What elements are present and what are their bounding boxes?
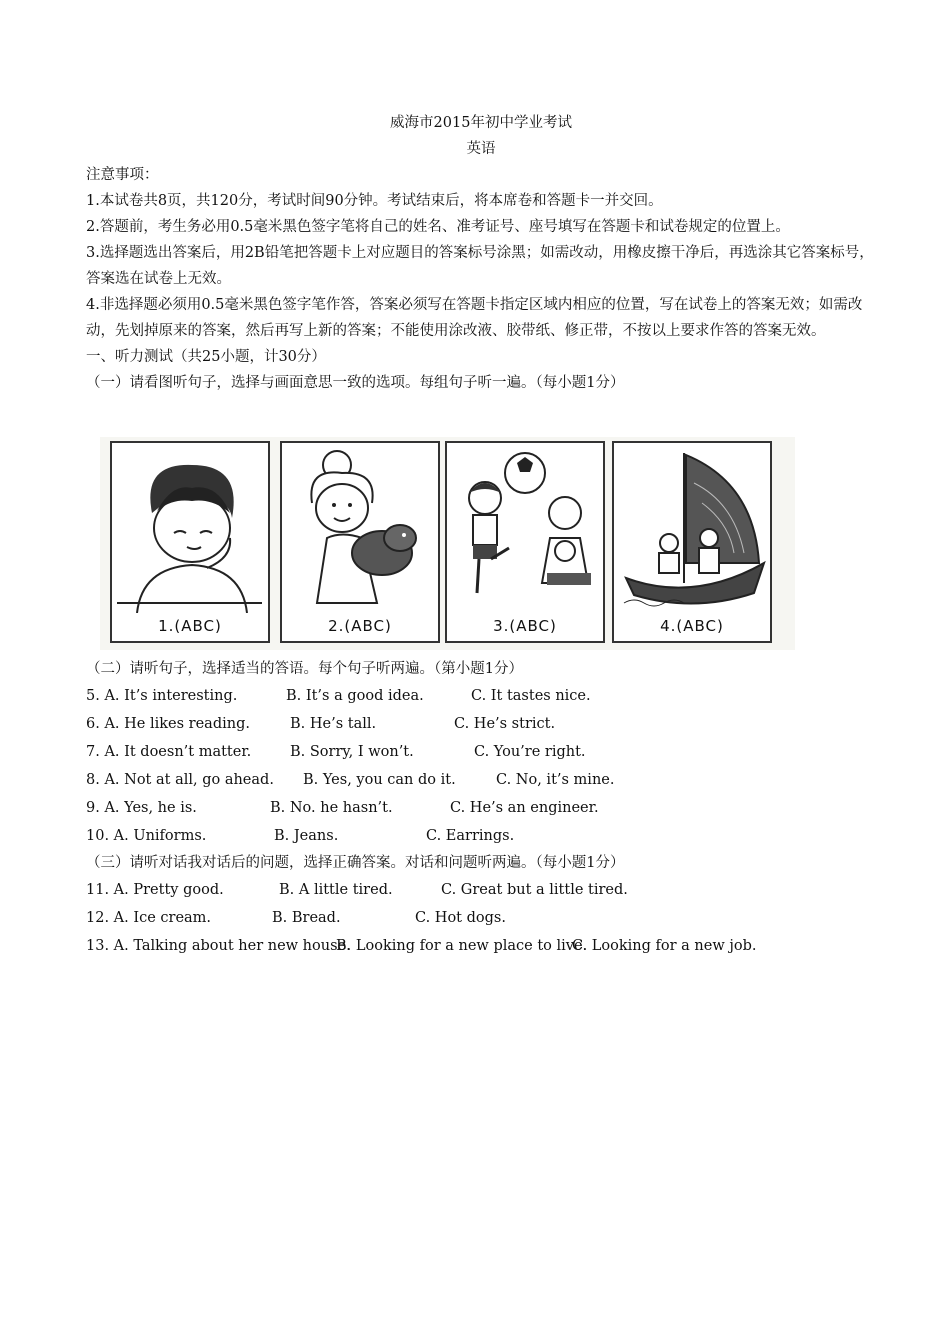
question-row: [86, 682, 876, 710]
question-row: [86, 822, 876, 850]
picture-strip: [100, 437, 795, 650]
option-c: C. It tastes nice.: [471, 688, 591, 704]
option-c: C. Hot dogs.: [415, 910, 506, 926]
option-c: C. He’s an engineer.: [450, 800, 599, 816]
exam-questions: [86, 656, 876, 960]
picture-panel-1: [110, 441, 270, 643]
picture-label: 2.(ABC): [328, 617, 392, 635]
option-a: 12. A. Ice cream.: [86, 910, 212, 926]
option-c: C. Great but a little tired.: [441, 882, 628, 898]
picture-label: 1.(ABC): [158, 617, 222, 635]
picture-label: 3.(ABC): [493, 617, 557, 635]
girl-with-dog-icon: [282, 443, 438, 613]
question-row: [86, 932, 876, 960]
option-a: 13. A. Talking about her new house.: [86, 938, 351, 954]
question-row: [86, 738, 876, 766]
note-item: 2.答题前，考生务必用0.5毫米黑色签字笔将自己的姓名、准考证号、座号填写在答题卡和试卷规定的位置上。: [86, 219, 790, 235]
note-item: 1.本试卷共8页，共120分，考试时间90分钟。考试结束后，将本席卷和答题卡一并交回。: [86, 193, 663, 209]
option-b: B. No. he hasn’t.: [270, 800, 393, 816]
thinking-boy-icon: [112, 443, 268, 613]
option-b: B. Jeans.: [274, 828, 339, 844]
note-item: 3.选择题选出答案后，用2B铅笔把答题卡上对应题目的答案标号涂黑；如需改动，用橡皮擦干净后，再选涂其它答案标号，答案选在试卷上无效。: [86, 245, 874, 287]
picture-panel-2: [280, 441, 440, 643]
option-b: B. Yes, you can do it.: [303, 772, 456, 788]
note-item: 4.非选择题必须用0.5毫米黑色签字笔作答，答案必须写在答题卡指定区域内相应的位置，写在试卷上的答案无效；如需改动，先划掉原来的答案，然后再写上新的答案；不能使用涂改液、胶带纸、修正带，不按以上要求作答的答案无效。: [86, 297, 863, 339]
picture-panel-4: [612, 441, 772, 643]
sailboat-icon: [614, 443, 770, 613]
picture-panel-3: [445, 441, 605, 643]
option-b: B. He’s tall.: [290, 716, 377, 732]
part3-instruction: （三）请听对话我对话后的问题，选择正确答案。对话和问题听两遍。（每小题1分）: [86, 855, 625, 871]
option-b: B. It’s a good idea.: [286, 688, 424, 704]
part2-instruction: （二）请听句子，选择适当的答语。每个句子听两遍。（第小题1分）: [86, 661, 523, 677]
option-a: 11. A. Pretty good.: [86, 882, 224, 898]
kids-with-balls-icon: [447, 443, 603, 613]
question-row: [86, 766, 876, 794]
option-a: 10. A. Uniforms.: [86, 828, 207, 844]
option-a: 5. A. It’s interesting.: [86, 688, 238, 704]
question-row: [86, 904, 876, 932]
exam-subject: 英语: [466, 141, 496, 157]
option-a: 9. A. Yes, he is.: [86, 800, 197, 816]
option-b: B. A little tired.: [279, 882, 393, 898]
question-row: [86, 710, 876, 738]
option-c: C. Looking for a new job.: [572, 938, 757, 954]
option-b: B. Sorry, I won’t.: [290, 744, 414, 760]
question-row: [86, 794, 876, 822]
part1-instruction: （一）请看图听句子，选择与画面意思一致的选项。每组句子听一遍。（每小题1分）: [86, 375, 625, 391]
option-c: C. Earrings.: [426, 828, 515, 844]
option-a: 7. A. It doesn’t matter.: [86, 744, 252, 760]
section1-heading: 一、听力测试（共25小题，计30分）: [86, 349, 326, 365]
exam-page: [86, 110, 876, 396]
option-a: 6. A. He likes reading.: [86, 716, 250, 732]
option-a: 8. A. Not at all, go ahead.: [86, 772, 274, 788]
option-c: C. No, it’s mine.: [496, 772, 615, 788]
notes-heading: 注意事项：: [86, 167, 159, 183]
option-b: B. Looking for a new place to live.: [336, 938, 588, 954]
option-b: B. Bread.: [272, 910, 341, 926]
option-c: C. He’s strict.: [454, 716, 556, 732]
picture-label: 4.(ABC): [660, 617, 724, 635]
option-c: C. You’re right.: [474, 744, 586, 760]
question-row: [86, 876, 876, 904]
exam-title: 威海市2015年初中学业考试: [390, 115, 572, 131]
